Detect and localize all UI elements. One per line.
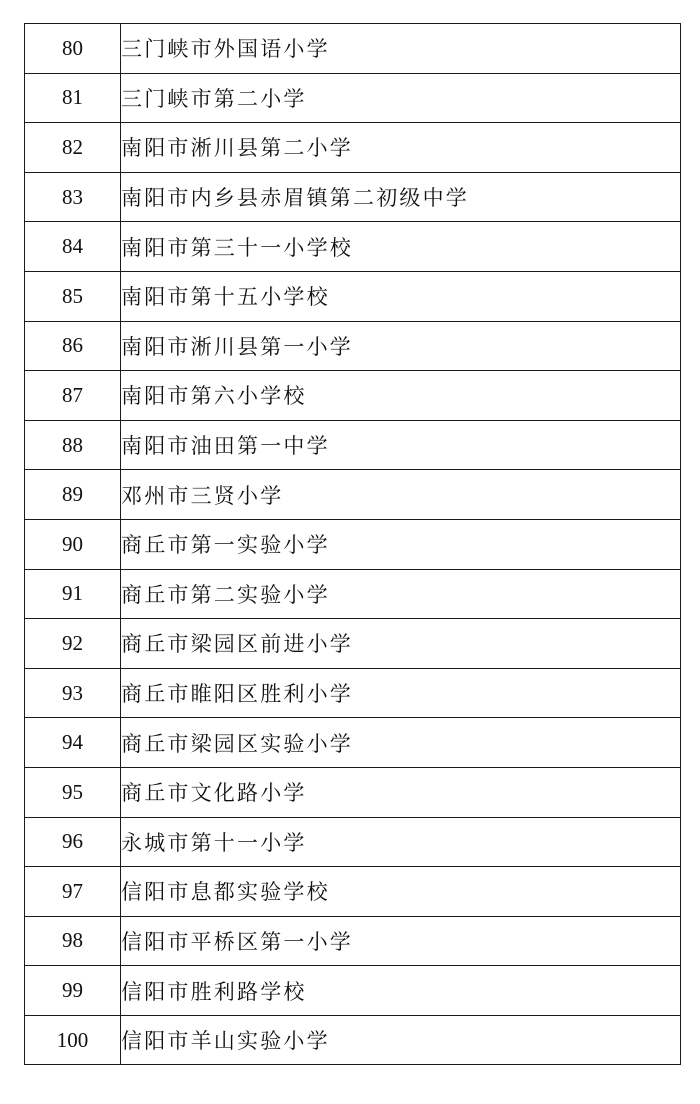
school-name-cell: 南阳市淅川县第二小学 xyxy=(121,123,681,173)
row-number-cell: 90 xyxy=(25,519,121,569)
document-page xyxy=(24,23,680,1065)
row-number-cell: 82 xyxy=(25,123,121,173)
table-row xyxy=(25,767,681,817)
school-name-cell: 商丘市文化路小学 xyxy=(121,767,681,817)
table-row xyxy=(25,569,681,619)
row-number-cell: 81 xyxy=(25,73,121,123)
row-number-cell: 93 xyxy=(25,668,121,718)
school-name-cell: 商丘市梁园区实验小学 xyxy=(121,718,681,768)
school-name-cell: 商丘市第一实验小学 xyxy=(121,519,681,569)
table-row xyxy=(25,867,681,917)
school-name-cell: 南阳市淅川县第一小学 xyxy=(121,321,681,371)
row-number-cell: 97 xyxy=(25,867,121,917)
school-list-table xyxy=(24,23,681,1065)
table-row xyxy=(25,916,681,966)
table-row xyxy=(25,73,681,123)
row-number-cell: 80 xyxy=(25,24,121,74)
table-row xyxy=(25,371,681,421)
school-name-cell: 南阳市内乡县赤眉镇第二初级中学 xyxy=(121,172,681,222)
row-number-cell: 96 xyxy=(25,817,121,867)
school-name-cell: 永城市第十一小学 xyxy=(121,817,681,867)
table-row xyxy=(25,420,681,470)
school-name-cell: 商丘市睢阳区胜利小学 xyxy=(121,668,681,718)
table-row xyxy=(25,271,681,321)
school-name-cell: 信阳市胜利路学校 xyxy=(121,966,681,1016)
school-name-cell: 商丘市梁园区前进小学 xyxy=(121,619,681,669)
school-name-cell: 南阳市油田第一中学 xyxy=(121,420,681,470)
school-name-cell: 信阳市平桥区第一小学 xyxy=(121,916,681,966)
row-number-cell: 99 xyxy=(25,966,121,1016)
table-body xyxy=(25,24,681,1065)
table-row xyxy=(25,668,681,718)
table-row xyxy=(25,222,681,272)
row-number-cell: 98 xyxy=(25,916,121,966)
row-number-cell: 85 xyxy=(25,271,121,321)
row-number-cell: 91 xyxy=(25,569,121,619)
school-name-cell: 信阳市羊山实验小学 xyxy=(121,1015,681,1065)
table-row xyxy=(25,966,681,1016)
row-number-cell: 89 xyxy=(25,470,121,520)
table-row xyxy=(25,519,681,569)
school-name-cell: 三门峡市第二小学 xyxy=(121,73,681,123)
table-row xyxy=(25,24,681,74)
row-number-cell: 100 xyxy=(25,1015,121,1065)
school-name-cell: 南阳市第十五小学校 xyxy=(121,271,681,321)
row-number-cell: 84 xyxy=(25,222,121,272)
row-number-cell: 95 xyxy=(25,767,121,817)
row-number-cell: 83 xyxy=(25,172,121,222)
table-row xyxy=(25,321,681,371)
table-row xyxy=(25,172,681,222)
row-number-cell: 92 xyxy=(25,619,121,669)
school-name-cell: 南阳市第三十一小学校 xyxy=(121,222,681,272)
table-row xyxy=(25,1015,681,1065)
table-row xyxy=(25,123,681,173)
row-number-cell: 86 xyxy=(25,321,121,371)
row-number-cell: 94 xyxy=(25,718,121,768)
row-number-cell: 88 xyxy=(25,420,121,470)
table-row xyxy=(25,619,681,669)
table-row xyxy=(25,718,681,768)
school-name-cell: 信阳市息都实验学校 xyxy=(121,867,681,917)
school-name-cell: 南阳市第六小学校 xyxy=(121,371,681,421)
school-name-cell: 商丘市第二实验小学 xyxy=(121,569,681,619)
school-name-cell: 邓州市三贤小学 xyxy=(121,470,681,520)
row-number-cell: 87 xyxy=(25,371,121,421)
table-row xyxy=(25,817,681,867)
table-row xyxy=(25,470,681,520)
school-name-cell: 三门峡市外国语小学 xyxy=(121,24,681,74)
